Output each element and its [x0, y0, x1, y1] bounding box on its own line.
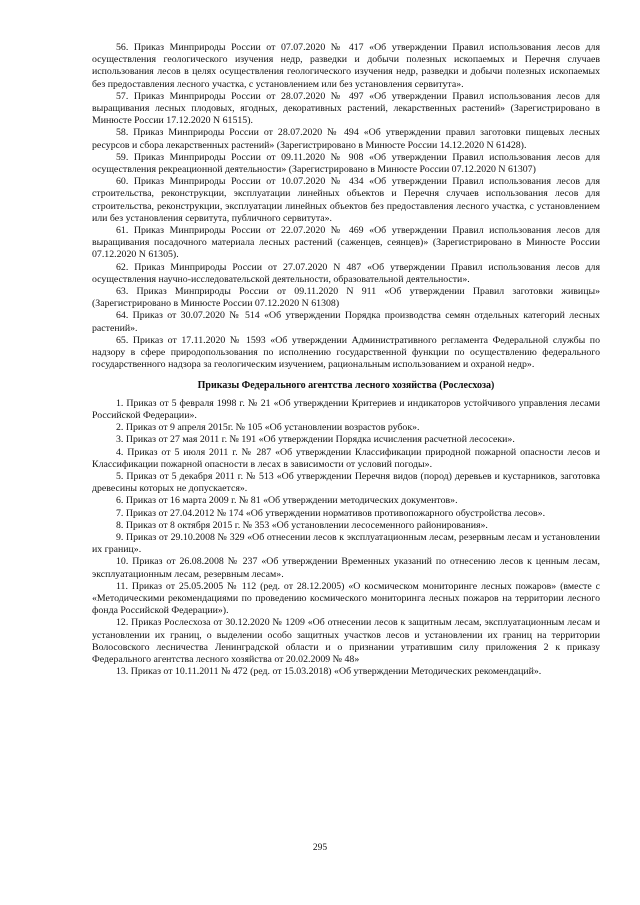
list-item: 61. Приказ Минприроды России от 22.07.2020 № 469 «Об утверждении Правил использования лесов для выращивания посадочного материала лесных растений (саженцев, сеянцев)» (Зарегистрировано в Минюсте России 07.12.2020 N 61305).: [92, 225, 600, 261]
document-page: [92, 42, 600, 678]
section-rosleshoz-orders: [92, 398, 600, 679]
list-item: 57. Приказ Минприроды России от 28.07.2020 № 497 «Об утверждении Правил использования лесов для выращивания лесных плодовых, ягодных, декоративных растений, лекарственных растений» (Зарегистрировано в Минюсте России 17.12.2020 N 61515).: [92, 90, 600, 127]
list-item: 13. Приказ от 10.11.2011 № 472 (ред. от 15.03.2018) «Об утверждении Методических рекомендаций».: [116, 666, 542, 678]
list-item: 62. Приказ Минприроды России от 27.07.2020 N 487 «Об утверждении Правил использования лесов для осуществления научно-исследовательской деятельности, образовательной деятельности».: [92, 261, 600, 285]
list-item: 65. Приказ от 17.11.2020 № 1593 «Об утверждении Административного регламента Федеральной службы по надзору в сфере природопользования по исполнению государственной функции по осуществлению федерального государственного надзора за геологическим изучением, рациональным использованием и охраной недр».: [92, 334, 600, 371]
list-item: 59. Приказ Минприроды России от 09.11.2020 № 908 «Об утверждении Правил использования лесов для осуществления рекреационной деятельности» (Зарегистрировано в Минюсте России 07.12.2020 N 61307): [92, 151, 600, 176]
list-item: 58. Приказ Минприроды России от 28.07.2020 № 494 «Об утверждении правил заготовки пищевых лесных ресурсов и сбора лекарственных растений» (Зарегистрировано в Минюсте России 14.12.2020 N 61428).: [92, 127, 600, 151]
section-heading: Приказы Федерального агентства лесного хозяйства (Рослесхоза): [197, 380, 495, 392]
list-item: 2. Приказ от 9 апреля 2015г. № 105 «Об установлении возрастов рубок».: [116, 422, 420, 434]
list-item: 9. Приказ от 29.10.2008 № 329 «Об отнесении лесов к эксплуатационным лесам, резервным лесам и установлении их границ».: [92, 531, 600, 556]
list-item: 7. Приказ от 27.04.2012 № 174 «Об утверждении нормативов противопожарного обустройства лесов».: [116, 507, 546, 519]
list-item: 8. Приказ от 8 октября 2015 г. № 353 «Об установлении лесосеменного районирования».: [116, 519, 488, 531]
list-item: 63. Приказ Минприроды России от 09.11.2020 N 911 «Об утверждении Правил заготовки живицы» (Зарегистрировано в Минюсте России 07.12.2020 N 61308): [92, 286, 600, 310]
list-item: 5. Приказ от 5 декабря 2011 г. № 513 «Об утверждении Перечня видов (пород) деревьев и кустарников, заготовка древесины которых не допускается».: [92, 470, 600, 495]
list-item: 3. Приказ от 27 мая 2011 г. № 191 «Об утверждении Порядка исчисления расчетной лесосеки».: [116, 434, 515, 446]
list-item: 56. Приказ Минприроды России от 07.07.2020 № 417 «Об утверждении Правил использования лесов для осуществления геологического изучения недр, разведки и добычи полезных ископаемых и Перечня случаев использования лесов в целях осуществления геологического изучения недр, разведки и добычи полезных ископаемых без предоставления лесного участка, с установлением или без установления сервитута».: [92, 42, 600, 90]
list-item: 6. Приказ от 16 марта 2009 г. № 81 «Об утверждении методических документов».: [116, 495, 458, 507]
list-item: 60. Приказ Минприроды России от 10.07.2020 № 434 «Об утверждении Правил использования лесов для строительства, реконструкции, эксплуатации линейных объектов и Перечня случаев использования лесов для строительства, реконструкции, эксплуатации линейных объектов без предоставления лесного участка, с установлением или без установления сервитута, публичного сервитута».: [92, 176, 600, 224]
list-item: 1. Приказ от 5 февраля 1998 г. № 21 «Об утверждении Критериев и индикаторов устойчивого управления лесами Российской Федерации».: [92, 397, 600, 421]
list-item: 11. Приказ от 25.05.2005 № 112 (ред. от 28.12.2005) «О космическом мониторинге лесных пожаров» (вместе с «Методическими рекомендациями по проведению космического мониторинга лесных пожаров на территории лесного фонда Российской Федерации»).: [92, 580, 600, 617]
page-number: 295: [312, 843, 328, 853]
list-item: 4. Приказ от 5 июля 2011 г. № 287 «Об утверждении Классификации природной пожарной опасности лесов и Классификации пожарной опасности в лесах в зависимости от условий погоды».: [92, 446, 600, 470]
list-item: 64. Приказ от 30.07.2020 № 514 «Об утверждении Порядка производства семян отдельных категорий лесных растений».: [92, 310, 600, 334]
list-item: 10. Приказ от 26.08.2008 № 237 «Об утверждении Временных указаний по отнесению лесов к ценным лесам, эксплуатационным лесам, резервным лесам».: [92, 556, 600, 580]
list-item: 12. Приказ Рослесхоза от 30.12.2020 № 1209 «Об отнесении лесов к защитным лесам, эксплуатационным лесам и установлении их границ, о выделении особо защитных участков лесов и установлении их границ на территории Волосовского лесничества Ленинградской области и о признании утратившим силу приложения 2 к приказу Федерального агентства лесного хозяйства от 20.02.2009 № 48»: [92, 617, 600, 665]
section-minprirody-orders: [92, 42, 600, 371]
